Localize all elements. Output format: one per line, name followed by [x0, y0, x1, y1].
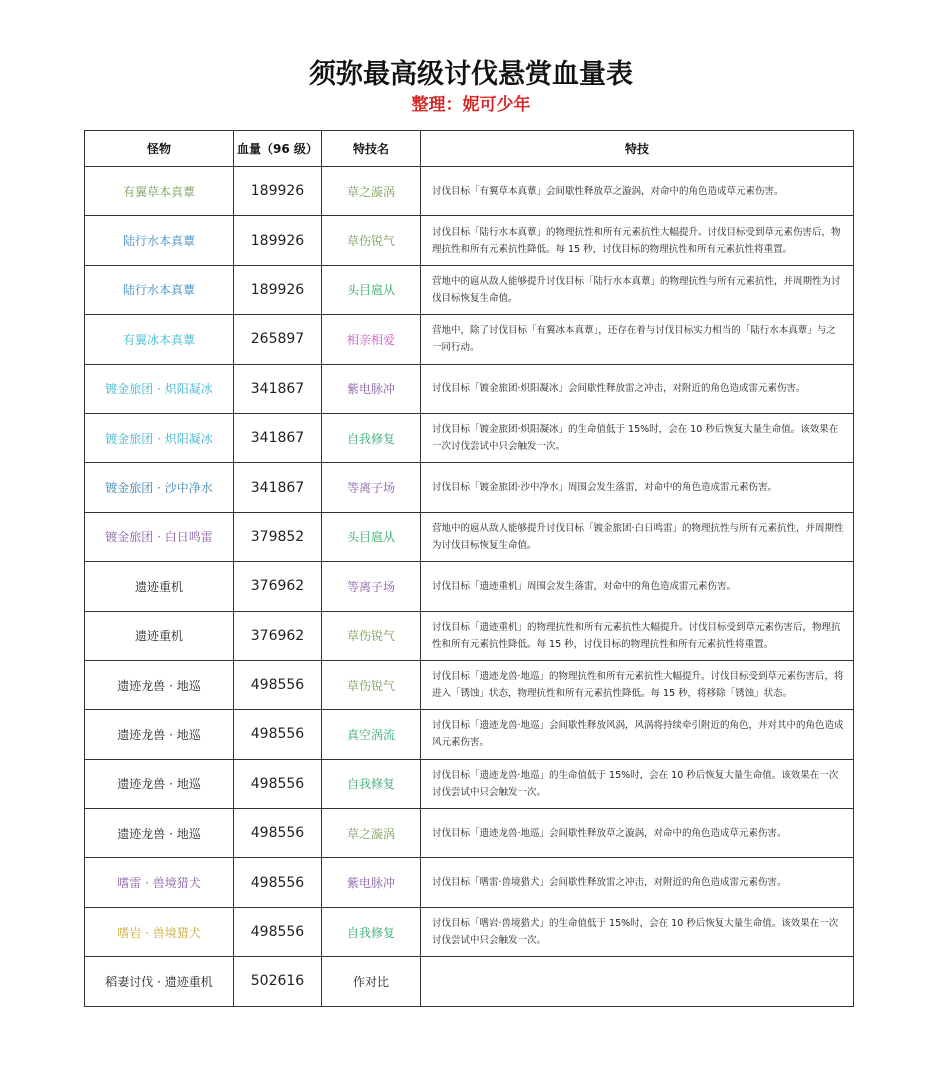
skill-name: 草之漩涡 — [322, 167, 421, 216]
table-row — [85, 611, 854, 660]
skill-name: 紫电脉冲 — [322, 364, 421, 413]
skill-description: 讨伐目标「遗迹龙兽·地巡」会间歇性释放风涡，风涡将持续牵引附近的角色，并对其中的角色造成风元素伤害。 — [421, 710, 854, 759]
monster-name: 稻妻讨伐 · 遗迹重机 — [85, 957, 234, 1006]
skill-description: 讨伐目标「陆行水本真蕈」的物理抗性和所有元素抗性大幅提升。讨伐目标受到草元素伤害后，物理抗性和所有元素抗性降低。每 15 秒，讨伐目标的物理抗性和所有元素抗性将重置。 — [421, 216, 854, 265]
skill-description: 讨伐目标「镀金旅团·炽阳凝冰」会间歇性释放雷之冲击，对附近的角色造成雷元素伤害。 — [421, 364, 854, 413]
skill-description: 讨伐目标「嗜雷·兽境猎犬」会间歇性释放雷之冲击，对附近的角色造成雷元素伤害。 — [421, 858, 854, 907]
monster-name: 镀金旅团 · 炽阳凝冰 — [85, 364, 234, 413]
skill-name: 头目扈从 — [322, 265, 421, 314]
skill-name: 真空涡流 — [322, 710, 421, 759]
skill-description: 讨伐目标「遗迹龙兽·地巡」的生命值低于 15%时，会在 10 秒后恢复大量生命值。该效果在一次讨伐尝试中只会触发一次。 — [421, 759, 854, 808]
hp-value: 265897 — [234, 315, 322, 364]
monster-name: 嗜雷 · 兽境猎犬 — [85, 858, 234, 907]
hp-value: 498556 — [234, 809, 322, 858]
table-row — [85, 710, 854, 759]
header-monster: 怪物 — [85, 131, 234, 167]
table-row — [85, 809, 854, 858]
table-row — [85, 167, 854, 216]
skill-name: 紫电脉冲 — [322, 858, 421, 907]
monster-name: 嗜岩 · 兽境猎犬 — [85, 907, 234, 956]
skill-name: 作对比 — [322, 957, 421, 1006]
skill-name: 等离子场 — [322, 562, 421, 611]
hp-value: 341867 — [234, 364, 322, 413]
skill-description: 讨伐目标「遗迹龙兽·地巡」会间歇性释放草之漩涡，对命中的角色造成草元素伤害。 — [421, 809, 854, 858]
monster-name: 镀金旅团 · 沙中净水 — [85, 463, 234, 512]
monster-name: 陆行水本真蕈 — [85, 216, 234, 265]
monster-name: 遗迹龙兽 · 地巡 — [85, 809, 234, 858]
table-row — [85, 957, 854, 1006]
skill-name: 自我修复 — [322, 413, 421, 462]
header-hp: 血量（96 级） — [234, 131, 322, 167]
hp-value: 498556 — [234, 710, 322, 759]
skill-name: 草伤锐气 — [322, 660, 421, 709]
skill-name: 草之漩涡 — [322, 809, 421, 858]
table-row — [85, 858, 854, 907]
header-skill-desc: 特技 — [421, 131, 854, 167]
skill-description: 讨伐目标「镀金旅团·炽阳凝冰」的生命值低于 15%时，会在 10 秒后恢复大量生命值。该效果在一次讨伐尝试中只会触发一次。 — [421, 413, 854, 462]
skill-name: 草伤锐气 — [322, 216, 421, 265]
monster-name: 遗迹龙兽 · 地巡 — [85, 660, 234, 709]
table-row — [85, 364, 854, 413]
table-row — [85, 562, 854, 611]
table-row — [85, 315, 854, 364]
skill-name: 头目扈从 — [322, 512, 421, 561]
hp-value: 376962 — [234, 611, 322, 660]
monster-name: 陆行水本真蕈 — [85, 265, 234, 314]
table-header-row — [85, 131, 854, 167]
hp-value: 341867 — [234, 463, 322, 512]
hp-value: 341867 — [234, 413, 322, 462]
hp-value: 498556 — [234, 660, 322, 709]
skill-description: 讨伐目标「嗜岩·兽境猎犬」的生命值低于 15%时，会在 10 秒后恢复大量生命值。该效果在一次讨伐尝试中只会触发一次。 — [421, 907, 854, 956]
monster-name: 遗迹重机 — [85, 562, 234, 611]
skill-description: 讨伐目标「遗迹重机」的物理抗性和所有元素抗性大幅提升。讨伐目标受到草元素伤害后，物理抗性和所有元素抗性降低。每 15 秒，讨伐目标的物理抗性和所有元素抗性将重置。 — [421, 611, 854, 660]
hp-table — [84, 130, 854, 1007]
skill-description: 讨伐目标「遗迹龙兽·地巡」的物理抗性和所有元素抗性大幅提升。讨伐目标受到草元素伤害后，将进入「锈蚀」状态，物理抗性和所有元素抗性降低。每 15 秒，将移除「锈蚀」状态。 — [421, 660, 854, 709]
monster-name: 遗迹龙兽 · 地巡 — [85, 710, 234, 759]
monster-name: 遗迹重机 — [85, 611, 234, 660]
table-row — [85, 512, 854, 561]
table-row — [85, 907, 854, 956]
skill-description: 营地中的扈从敌人能够提升讨伐目标「陆行水本真蕈」的物理抗性与所有元素抗性，并周期性为讨伐目标恢复生命值。 — [421, 265, 854, 314]
monster-name: 有翼草本真蕈 — [85, 167, 234, 216]
skill-description: 讨伐目标「有翼草本真蕈」会间歇性释放草之漩涡，对命中的角色造成草元素伤害。 — [421, 167, 854, 216]
page-subtitle: 整理：妮可少年 — [411, 95, 531, 115]
hp-value: 498556 — [234, 858, 322, 907]
hp-value: 379852 — [234, 512, 322, 561]
skill-name: 等离子场 — [322, 463, 421, 512]
table-row — [85, 413, 854, 462]
monster-name: 镀金旅团 · 白日鸣雷 — [85, 512, 234, 561]
monster-name: 遗迹龙兽 · 地巡 — [85, 759, 234, 808]
skill-description: 讨伐目标「镀金旅团·沙中净水」周围会发生落雷，对命中的角色造成雷元素伤害。 — [421, 463, 854, 512]
hp-value: 189926 — [234, 216, 322, 265]
hp-value: 189926 — [234, 265, 322, 314]
skill-name: 相亲相爱 — [322, 315, 421, 364]
skill-description — [421, 957, 854, 1006]
hp-value: 189926 — [234, 167, 322, 216]
hp-value: 502616 — [234, 957, 322, 1006]
hp-value: 498556 — [234, 907, 322, 956]
table-row — [85, 216, 854, 265]
table-row — [85, 660, 854, 709]
skill-description: 讨伐目标「遗迹重机」周围会发生落雷，对命中的角色造成雷元素伤害。 — [421, 562, 854, 611]
table-row — [85, 759, 854, 808]
monster-name: 镀金旅团 · 炽阳凝冰 — [85, 413, 234, 462]
hp-value: 498556 — [234, 759, 322, 808]
monster-name: 有翼冰本真蕈 — [85, 315, 234, 364]
skill-description: 营地中的扈从敌人能够提升讨伐目标「镀金旅团·白日鸣雷」的物理抗性与所有元素抗性，并周期性为讨伐目标恢复生命值。 — [421, 512, 854, 561]
table-row — [85, 463, 854, 512]
hp-value: 376962 — [234, 562, 322, 611]
skill-name: 自我修复 — [322, 907, 421, 956]
skill-name: 草伤锐气 — [322, 611, 421, 660]
skill-name: 自我修复 — [322, 759, 421, 808]
skill-description: 营地中，除了讨伐目标「有翼冰本真蕈」，还存在着与讨伐目标实力相当的「陆行水本真蕈」与之一同行动。 — [421, 315, 854, 364]
page-title: 须弥最高级讨伐悬赏血量表 — [309, 59, 633, 90]
table-row — [85, 265, 854, 314]
header-skill-name: 特技名 — [322, 131, 421, 167]
